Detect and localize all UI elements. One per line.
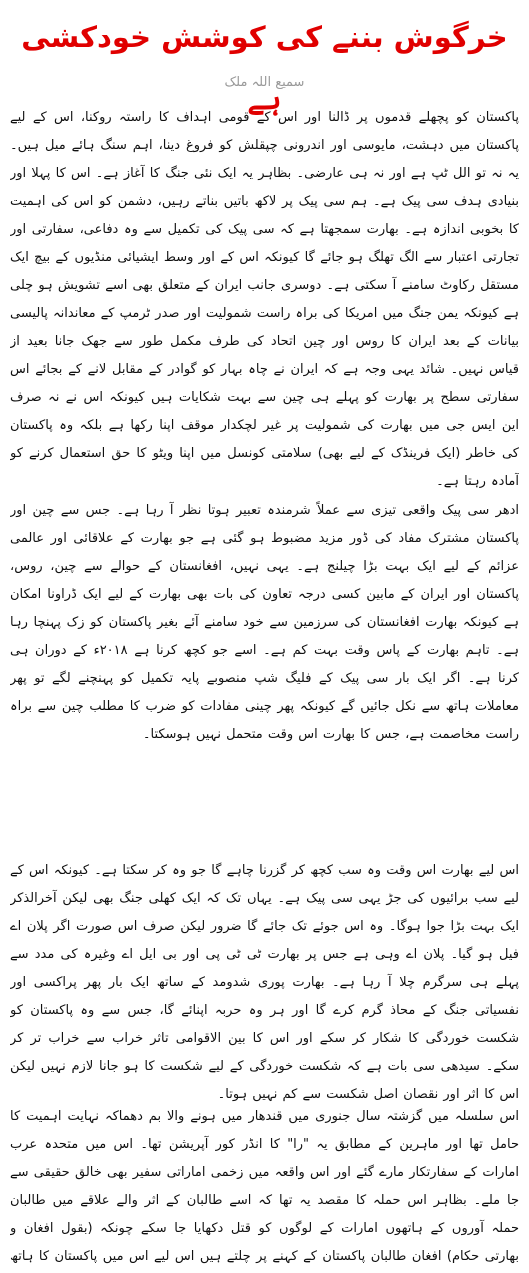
article-paragraph-3: ادھر سی پیک واقعی تیزی سے عملاً شرمندہ تعبیر ہوتا نظر آ رہا ہے۔ جس سے چین اور پاکستان مشترک مفاد کی ڈور مزید مضبوط ہو گئی ہے جو بھارت کے علاقائی اور عالمی عزائم کے لیے ایک بہت بڑا چیلنج ہے۔ یہی نہیں، افغانستان کے حوالے سے چین، روس، پاکستان اور ایران کے مابین کسی درجہ تعاون کی بات بھی بھارت کے لیے ایک ڈراونا امکان ہے کیونکہ بھارت افغانستان کی سرزمین سے خود سامنے آئے بغیر پاکستان کو زک پہنچا رہا ہے۔ تاہم بھارت کے پاس وقت بہت کم ہے۔ اسے جو کچھ کرنا ہے ۲۰۱۸ء کے دوران ہی کرنا ہے۔ اگر ایک بار سی پیک کے فلیگ شپ منصوبے پایہ تکمیل کو پہنچنے لگے تو پھر معاملات ہاتھ سے نکل جائیں گے کیونکہ پھر چینی مفادات کو ضرب کا مطلب چین سے براہ راست مخاصمت ہے، جس کا بھارت اس وقت متحمل نہیں ہوسکتا۔: [10, 503, 519, 742]
article-title: خرگوش بننے کی کوشش خودکشی ہے: [21, 20, 508, 116]
author-byline: سمیع اللہ ملک: [224, 75, 305, 90]
article-body: [10, 104, 519, 1273]
article-paragraph-4: اس لیے بھارت اس وقت وہ سب کچھ کر گزرنا چاہے گا جو وہ کر سکتا ہے۔ کیونکہ اس کے لیے سب برائیوں کی جڑ یہی سی پیک ہے۔ یہاں تک کہ ایک کھلی جنگ بھی لیکن آخرالذکر ایک بہت بڑا جوا ہوگا۔ وہ اس جوئے تک جائے گا ضرور لیکن صرف اس صورت اگر پلان اے فیل ہو گیا۔ پلان اے وہی ہے جس پر بھارت ٹی ٹی پی اور بی ایل اے وغیرہ کی مدد سے پہلے ہی سرگرم چلا آ رہا ہے۔ بھارت پوری شدومد کے ساتھ ایک بار پھر پراکسی اور نفسیاتی جنگ کے محاذ گرم کرے گا اور ہر وہ حربہ اپنائے گا، جس سے وہ پاکستان کو شکست خوردگی کا شکار کر سکے اور اس کا بین الاقوامی تاثر خراب سے خراب تر کر سکے۔ سیدھی سی بات ہے کہ شکست خوردگی کے لیے شکست کا ہو جانا لازم نہیں لیکن اس کا اثر اور نقصان اصل شکست سے کم نہیں ہوتا۔: [10, 863, 519, 1102]
article-paragraph-5: اس سلسلہ میں گزشتہ سال جنوری میں قندھار میں ہونے والا بم دھماکہ نہایت اہمیت کا حامل تھا اور ماہرین کے مطابق یہ "را" کا انڈر کور آپریشن تھا۔ اس میں متحدہ عرب امارات کے سفارتکار مارے گئے اور اس واقعہ میں زخمی اماراتی سفیر بھی خالق حقیقی سے جا ملے۔ بظاہر اس حملہ کا مقصد یہ تھا کہ اسے طالبان کے اثر والے علاقے میں طالبان حملہ آوروں کے ہاتھوں امارات کے لوگوں کو قتل دکھایا جا سکے چونکہ (بقول افغان و بھارتی حکام) افغان طالبان پاکستان کے کہنے پر چلتے ہیں اس لیے اس میں پاکستان کا ہاتھ: [10, 1109, 519, 1264]
article-paragraph-1: پاکستان کو پچھلے قدموں پر ڈالنا اور اس کے قومی اہداف کا راستہ روکنا، اس کے لیے پاکستان میں دہشت، مایوسی اور اندرونی چپقلش کو فروغ دینا، اہم سنگ ہائے میل ہیں۔ یہ نہ تو الل ٹپ ہے اور نہ ہی عارضی۔ بظاہر یہ ایک نئی جنگ کا آغاز ہے۔ اس کا پہلا اور بنیادی ہدف سی پیک ہے۔ ہم سی پیک پر لاکھ باتیں بناتے رہیں، دشمن کو اس کی اہمیت کا بخوبی اندازہ ہے۔ بھارت سمجھتا ہے کہ سی پیک کی تکمیل سے وہ دفاعی، سفارتی اور تجارتی اعتبار سے الگ تھلگ ہو جائے گا کیونکہ اس کے اور وسط ایشیائی منڈیوں کے بیچ ایک مستقل رکاوٹ سامنے آ سکتی ہے۔ دوسری جانب ایران کے متعلق بھی اسے تشویش ہو چلی ہے کیونکہ یمن جنگ میں امریکا کی براہ راست شمولیت اور صدر ٹرمپ کے معاندانہ پالیسی بیانات کے بعد ایران کا روس اور چین اتحاد کی طرف مکمل طور سے جھک جانا بعید از قیاس نہیں۔ شائد یہی وجہ ہے کہ ایران نے چاہ بہار کو گوادر کے مقابل لانے کے بجائے اس: [10, 110, 519, 377]
article-paragraph-2: سفارتی سطح پر بھارت کو پہلے ہی چین سے بہت شکایات ہیں کیونکہ اس نے نہ صرف این ایس جی میں بھارت کی شمولیت پر غیر لچکدار موقف اپنا رکھا ہے بلکہ وہ پاکستان کی خاطر (ایک فرینڈک کے لیے بھی) سلامتی کونسل میں اپنا ویٹو کا حق استعمال کرنے کو آمادہ رہتا ہے۔: [10, 390, 519, 489]
